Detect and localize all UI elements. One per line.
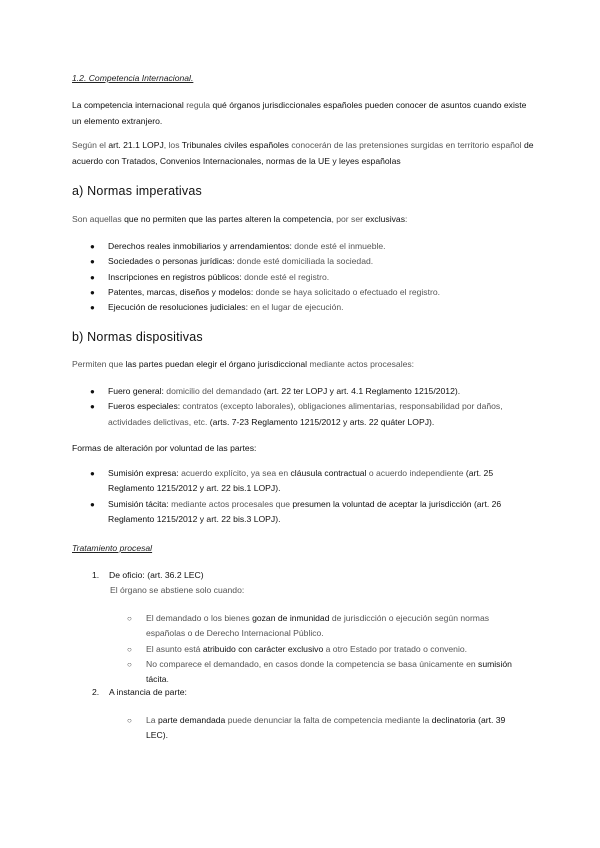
oficio-sub: El órgano se abstiene solo cuando:: [110, 585, 245, 595]
instancia-list: [127, 713, 522, 744]
text: No comparece el demandado, en casos donde la competencia se basa únicamente en: [146, 658, 476, 669]
text: qué órganos jurisdiccionales españoles pueden conocer de asuntos cuando existe un elemento extranjero.: [72, 100, 527, 126]
text: , por ser: [331, 214, 363, 224]
circle-bullet-icon: ○: [127, 716, 132, 725]
formas-heading: Formas de alteración por voluntad de las partes:: [72, 443, 257, 453]
text: que no permiten que las partes alteren la competencia: [124, 214, 332, 224]
heading-text: 1.2. Competencia Internacional.: [72, 73, 194, 83]
circle-bullet-icon: ○: [127, 644, 132, 654]
text: Son aquellas: [72, 214, 122, 224]
text: (art. 22 ter LOPJ y art. 4.1 Reglamento 1215/2012).: [263, 386, 461, 396]
text: regula: [186, 100, 211, 110]
imperativas-lead: [72, 212, 534, 228]
text: Sociedades o personas jurídicas:: [108, 256, 235, 267]
circle-bullet-icon: ○: [127, 659, 132, 669]
text: competencia internacional: [83, 100, 184, 110]
text: El demandado o los bienes: [146, 613, 250, 623]
text: mediante actos procesales:: [309, 359, 415, 369]
text: , los: [163, 140, 180, 150]
list-item: [88, 239, 538, 254]
list-item: [88, 497, 538, 528]
list-item: [127, 713, 522, 744]
text: cláusula contractual: [290, 468, 367, 478]
oficio-list: [127, 611, 522, 687]
heading-text: Tratamiento procesal: [72, 543, 153, 553]
text: declinatoria: [431, 715, 476, 725]
text: contratos (excepto laborales), obligaciones alimentarias, responsabilidad por daños, actividades delictivas, etc.: [108, 401, 503, 427]
list-item: [127, 657, 522, 688]
text: (art. 39 LEC).: [146, 715, 506, 741]
bullet-icon: ●: [90, 499, 95, 509]
text: las partes puedan elegir el órgano jurisdiccional: [125, 359, 308, 369]
text: Sumisión tácita:: [108, 498, 169, 509]
list-item: [127, 611, 522, 642]
text: conocerán de las pretensiones surgidas en territorio español: [291, 140, 522, 150]
text: Tribunales civiles españoles: [181, 140, 289, 150]
list-item: [88, 285, 538, 300]
text: domicilio del demandado: [166, 386, 262, 396]
text: Ejecución de resoluciones judiciales:: [108, 302, 248, 313]
text: donde esté el inmueble.: [294, 241, 386, 251]
list-item: [88, 384, 538, 399]
instancia-label: A instancia de parte:: [109, 687, 187, 697]
text: El asunto está: [146, 643, 201, 654]
text: Fuero general:: [108, 386, 164, 396]
bullet-icon: ●: [90, 272, 95, 282]
list-item: [88, 270, 538, 285]
list-item: [88, 466, 538, 497]
text: acuerdo explícito, ya sea en: [181, 468, 289, 478]
dispositivas-lead: [72, 357, 534, 373]
oficio-label: De oficio: (art. 36.2 LEC): [109, 570, 204, 580]
tratamiento-heading: [72, 541, 534, 557]
text: exclusivas: [365, 214, 406, 224]
text: Patentes, marcas, diseños y modelos:: [108, 286, 254, 297]
dispositivas-title: b) Normas dispositivas: [72, 330, 203, 344]
sumision-list: [88, 466, 538, 527]
text: Según el: [72, 140, 106, 150]
text: presumen la voluntad de aceptar la jurisdicción: [292, 498, 472, 509]
text: mediante actos procesales que: [171, 498, 291, 509]
text: art. 21.1 LOPJ: [108, 140, 164, 150]
text: sumisión tácita: [146, 658, 512, 685]
text: Derechos reales inmobiliarios y arrendamientos:: [108, 241, 292, 251]
text: Fueros especiales:: [108, 401, 181, 412]
list-number: 1.: [92, 570, 100, 580]
text: donde esté el registro.: [244, 271, 330, 282]
bullet-icon: ●: [90, 257, 95, 267]
section-heading: [72, 71, 534, 87]
list-item: [88, 254, 538, 269]
text: Permiten que: [72, 359, 124, 369]
bullet-icon: ●: [90, 242, 95, 251]
text: parte demandada: [157, 715, 226, 725]
text: La: [72, 100, 82, 110]
text: (art. 26 Reglamento 1215/2012 y art. 22 bis.3 LOPJ).: [108, 498, 502, 524]
text: .: [166, 674, 169, 685]
list-item: [88, 399, 538, 430]
bullet-icon: ●: [90, 303, 95, 313]
text: Inscripciones en registros públicos:: [108, 271, 242, 282]
intro-paragraph-2: [72, 138, 534, 169]
imperativas-title: a) Normas imperativas: [72, 184, 202, 198]
text: :: [405, 214, 408, 224]
text: atribuido con carácter exclusivo: [202, 643, 324, 654]
text: de jurisdicción o ejecución según normas españolas o de Derecho Internacional Público.: [146, 613, 490, 639]
text: Sumisión expresa:: [108, 468, 179, 478]
intro-paragraph-1: [72, 98, 534, 129]
text: donde esté domiciliada la sociedad.: [237, 256, 374, 267]
text: o acuerdo independiente: [368, 468, 464, 478]
fueros-list: [88, 384, 538, 430]
text: gozan de inmunidad: [252, 613, 330, 623]
text: (art. 25 Reglamento 1215/2012 y art. 22 bis.1 LOPJ).: [108, 468, 494, 494]
list-item: [127, 642, 522, 657]
imperativas-list: [88, 239, 538, 315]
text: donde se haya solicitado o efectuado el registro.: [255, 286, 441, 297]
text: de acuerdo con Tratados, Convenios Internacionales, normas de la UE y leyes españolas: [72, 140, 534, 166]
list-item: [88, 300, 538, 315]
bullet-icon: ●: [90, 469, 95, 478]
bullet-icon: ●: [90, 402, 95, 412]
text: en el lugar de ejecución.: [250, 302, 344, 313]
text: puede denunciar la falta de competencia mediante la: [227, 715, 430, 725]
text: La: [146, 715, 156, 725]
text: (arts. 7-23 Reglamento 1215/2012 y arts. 22 quáter LOPJ).: [209, 416, 435, 427]
circle-bullet-icon: ○: [127, 614, 132, 623]
text: a otro Estado por tratado o convenio.: [325, 643, 468, 654]
list-number: 2.: [92, 687, 100, 697]
bullet-icon: ●: [90, 387, 95, 396]
bullet-icon: ●: [90, 287, 95, 297]
